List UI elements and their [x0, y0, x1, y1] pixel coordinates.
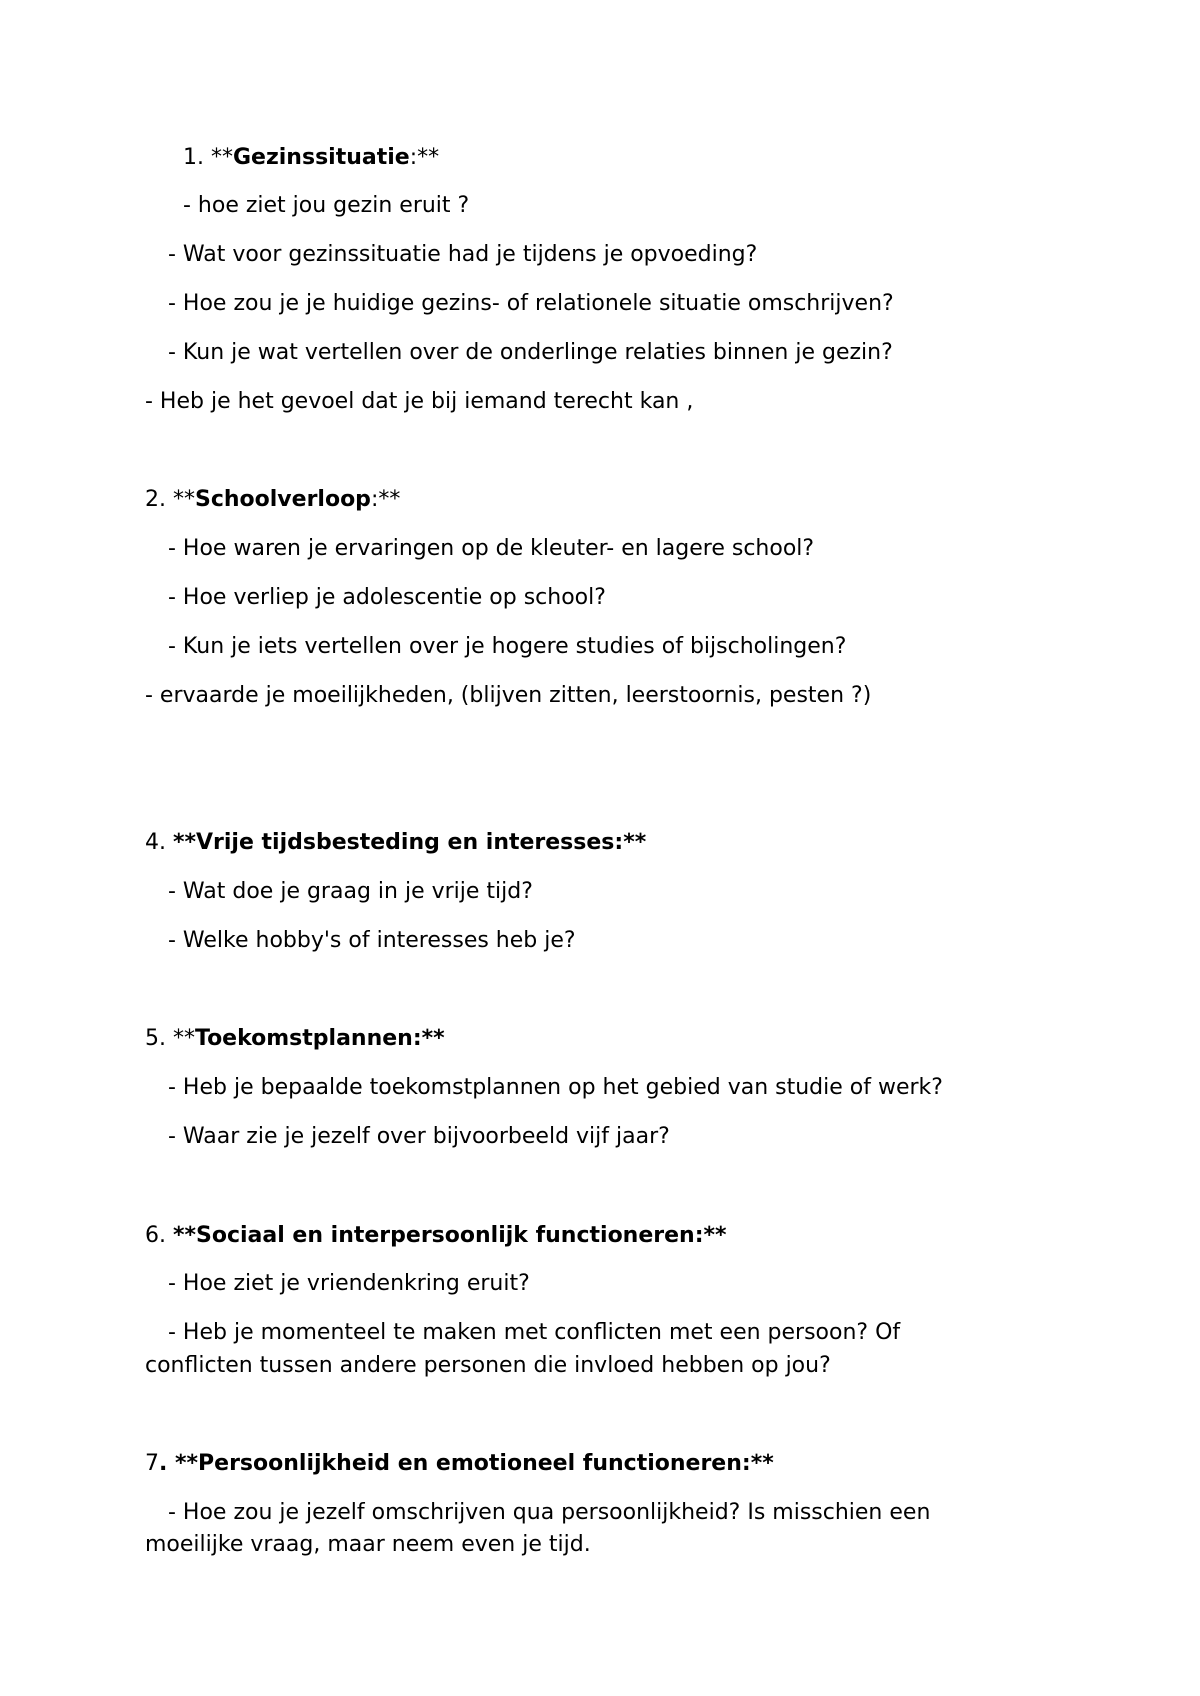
- question-line: - Heb je het gevoel dat je bij iemand terecht kan ,: [145, 389, 694, 414]
- question-line: - Heb je momenteel te maken met conflicten met een persoon? Of: [168, 1320, 901, 1345]
- question-line: - Wat doe je graag in je vrije tijd?: [168, 879, 533, 904]
- section-heading-persoonlijkheid: 7. **Persoonlijkheid en emotioneel functioneren:**: [145, 1451, 774, 1476]
- question-line: - Heb je bepaalde toekomstplannen op het gebied van studie of werk?: [168, 1075, 943, 1100]
- question-line: - Kun je wat vertellen over de onderlinge relaties binnen je gezin?: [168, 340, 893, 365]
- question-line: - hoe ziet jou gezin eruit ?: [183, 193, 470, 218]
- section-heading-toekomstplannen: 5. **Toekomstplannen:**: [145, 1026, 445, 1051]
- question-line: - Waar zie je jezelf over bijvoorbeeld vijf jaar?: [168, 1124, 670, 1149]
- question-line: - Kun je iets vertellen over je hogere studies of bijscholingen?: [168, 634, 847, 659]
- section-heading-sociaal: 6. **Sociaal en interpersoonlijk functioneren:**: [145, 1223, 727, 1248]
- question-line: - Hoe zou je jezelf omschrijven qua persoonlijkheid? Is misschien een: [168, 1500, 931, 1525]
- question-line: - ervaarde je moeilijkheden, (blijven zitten, leerstoornis, pesten ?): [145, 683, 872, 708]
- section-heading-vrije-tijd: 4. **Vrije tijdsbesteding en interesses:**: [145, 830, 647, 855]
- section-heading-schoolverloop: 2. **Schoolverloop:**: [145, 487, 401, 512]
- question-line: - Welke hobby's of interesses heb je?: [168, 928, 576, 953]
- question-line: - Wat voor gezinssituatie had je tijdens je opvoeding?: [168, 242, 758, 267]
- question-line: - Hoe waren je ervaringen op de kleuter- en lagere school?: [168, 536, 815, 561]
- question-line: - Hoe ziet je vriendenkring eruit?: [168, 1271, 530, 1296]
- question-line: - Hoe zou je je huidige gezins- of relationele situatie omschrijven?: [168, 291, 894, 316]
- question-line-continuation: moeilijke vraag, maar neem even je tijd.: [145, 1532, 591, 1557]
- question-line-continuation: conflicten tussen andere personen die invloed hebben op jou?: [145, 1353, 831, 1378]
- section-heading-gezinssituatie: 1. **Gezinssituatie:**: [183, 145, 440, 170]
- question-line: - Hoe verliep je adolescentie op school?: [168, 585, 606, 610]
